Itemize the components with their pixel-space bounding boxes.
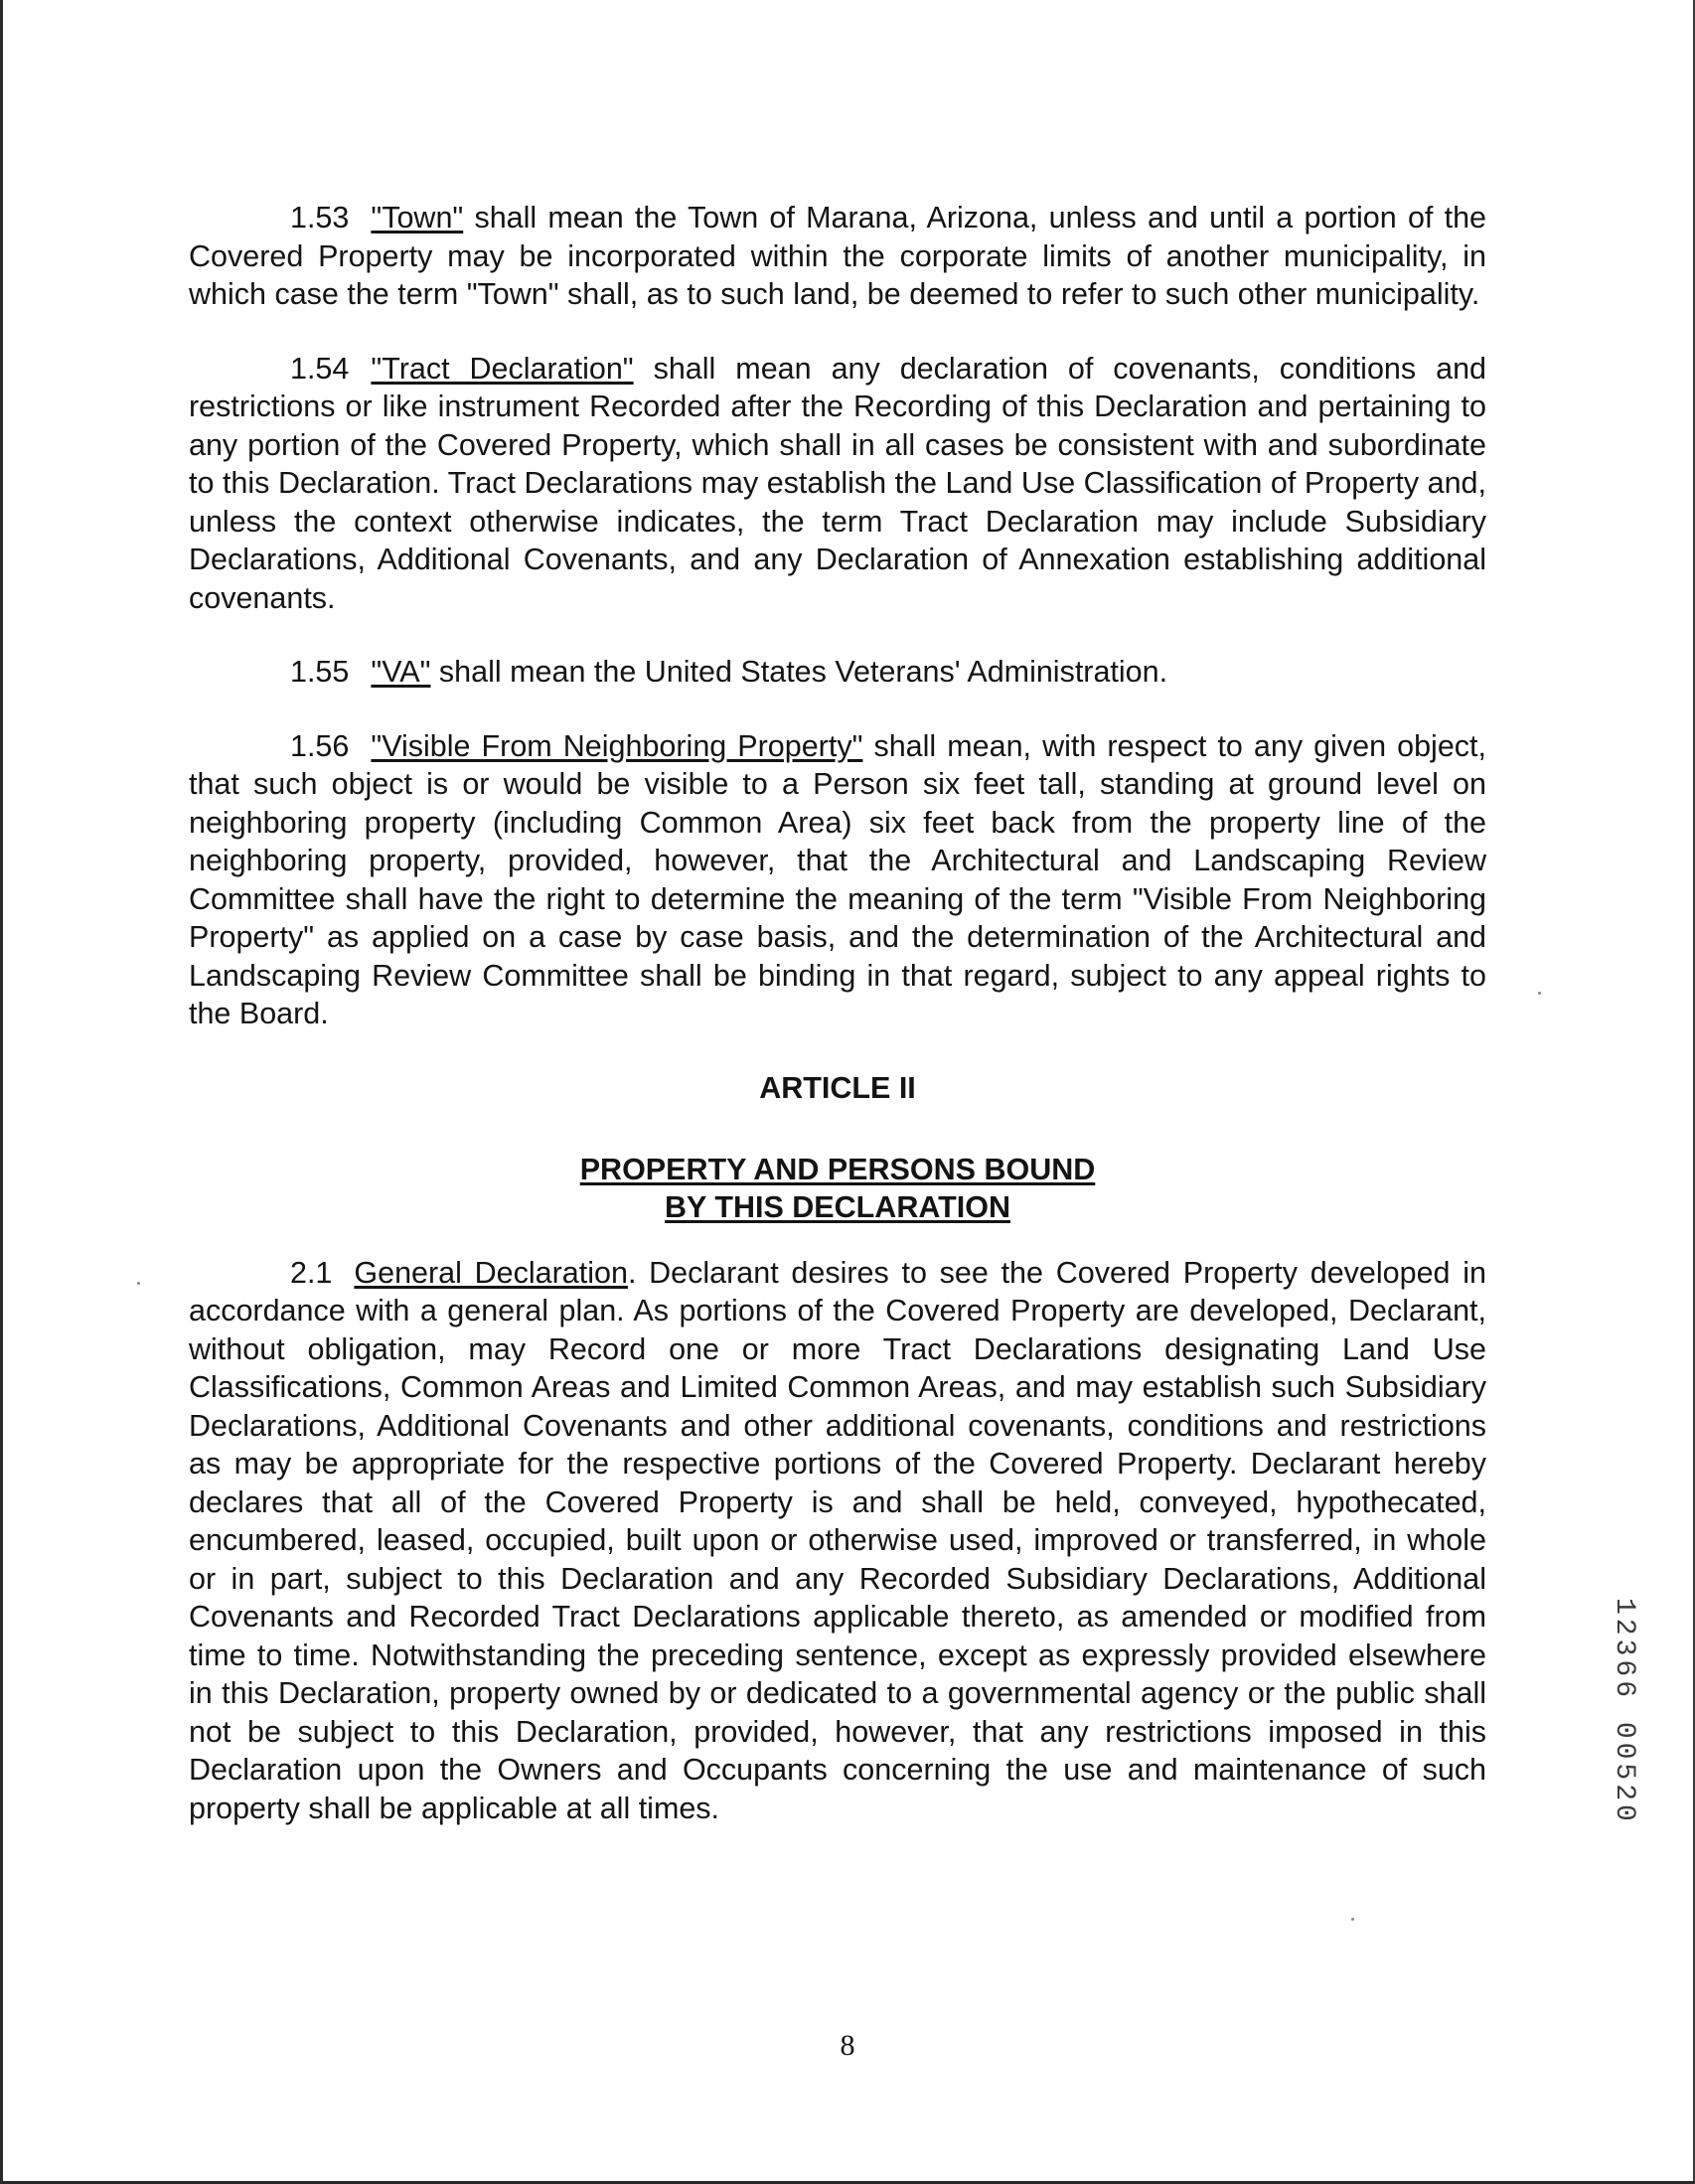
- definition-text: shall mean, with respect to any given object, that such object is or would be visible to a Person six feet tall, standing at ground level on neighboring property (including Common Area) six feet back from the property line of the neighboring property, provided, however, that the Architectural and Landscaping Review Committee shall have the right to determine the meaning of the term "Visible From Neighboring Property" as applied on a case by case basis, and the determination of the Architectural and Landscaping Review Committee shall be binding in that regard, subject to any appeal rights to the Board.: [189, 728, 1486, 1030]
- scan-speck: [1351, 1918, 1354, 1921]
- section-text: . Declarant desires to see the Covered Property developed in accordance with a general plan. As portions of the Covered Property are developed, Declarant, without obligation, may Record one or more Tract Declarations designating Land Use Classifications, Common Areas and Limited Common Areas, and may establish such Subsidiary Declarations, Additional Covenants and other additional covenants, conditions and restrictions as may be appropriate for the respective portions of the Covered Property. Declarant hereby declares that all of the Covered Property is and shall be held, conveyed, hypothecated, encumbered, leased, occupied, built upon or otherwise used, improved or transferred, in whole or in part, subject to this Declaration and any Recorded Subsidiary Declarations, Additional Covenants and Recorded Tract Declarations applicable thereto, as amended or modified from time to time. Notwithstanding the preceding sentence, except as expressly provided elsewhere in this Declaration, property owned by or dedicated to a governmental agency or the public shall not be subject to this Declaration, provided, however, that any restrictions imposed in this Declaration upon the Owners and Occupants concerning the use and maintenance of such property shall be applicable at all times.: [189, 1255, 1486, 1825]
- article-heading: ARTICLE II: [759, 1070, 916, 1105]
- section-number: 1.53: [290, 201, 350, 234]
- article-subtitle-line-2: BY THIS DECLARATION: [665, 1189, 1010, 1224]
- defined-term: "Tract Declaration": [371, 351, 634, 386]
- document-body: [189, 199, 1486, 1863]
- recording-stamp: [1610, 1598, 1643, 1876]
- article-subtitle: [189, 1151, 1486, 1226]
- page-number: 8: [840, 2029, 855, 2062]
- definition-1-56: [189, 727, 1486, 1033]
- section-2-1: [189, 1254, 1486, 1828]
- section-number: 1.55: [290, 655, 350, 689]
- section-number: 1.54: [290, 351, 350, 386]
- section-number: 1.56: [290, 728, 350, 763]
- defined-term: "VA": [371, 655, 431, 689]
- scan-speck: [1538, 992, 1541, 995]
- definition-text: shall mean the Town of Marana, Arizona, unless and until a portion of the Covered Property may be incorporated within the corporate limits of another municipality, in which case the term "Town" shall, as to such land, be deemed to refer to such other municipality.: [189, 201, 1486, 311]
- defined-term: "Visible From Neighboring Property": [371, 728, 863, 763]
- scan-edge-left: [0, 0, 3, 2184]
- section-number: 2.1: [290, 1255, 333, 1290]
- recording-stamp-text: 12366 00520: [1609, 1598, 1639, 1825]
- definition-1-55: [189, 653, 1486, 692]
- definition-1-54: [189, 350, 1486, 618]
- section-title: General Declaration: [354, 1255, 628, 1290]
- definition-text: shall mean the United States Veterans' Administration.: [430, 655, 1168, 689]
- defined-term: "Town": [371, 201, 464, 234]
- article-subtitle-line-1: PROPERTY AND PERSONS BOUND: [579, 1152, 1096, 1186]
- definition-1-53: [189, 199, 1486, 314]
- scan-speck: [137, 1282, 140, 1285]
- definition-text: shall mean any declaration of covenants, conditions and restrictions or like instrument Recorded after the Recording of this Declaration and pertaining to any portion of the Covered Property, which shall in all cases be consistent with and subordinate to this Declaration. Tract Declarations may establish the Land Use Classification of Property and, unless the context otherwise indicates, the term Tract Declaration may include Subsidiary Declarations, Additional Covenants, and any Declaration of Annexation establishing additional covenants.: [189, 351, 1486, 615]
